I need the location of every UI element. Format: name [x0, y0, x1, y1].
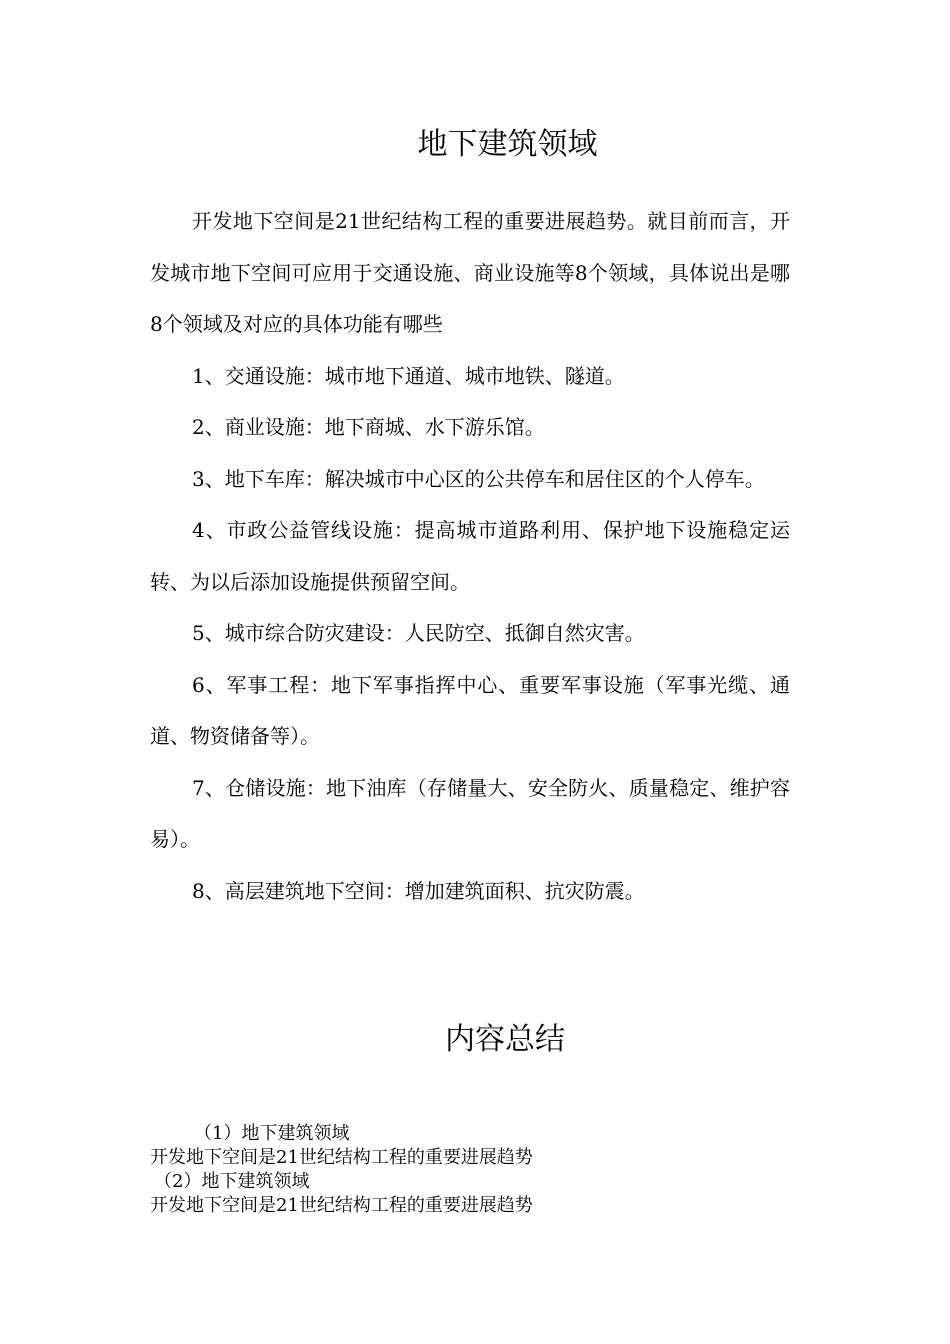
list-item-highrise: 8、高层建筑地下空间：增加建筑面积、抗灾防震。: [192, 878, 645, 903]
summary-line: （1）地下建筑领域: [194, 1123, 350, 1144]
intro-paragraph: 开发地下空间是21世纪结构工程的重要进展趋势。就目前而言，开发城市地下空间可应用于交通设施、商业设施等8个领域，具体说出是哪8个领域及对应的具体功能有哪些: [150, 209, 790, 336]
summary-line: 开发地下空间是21世纪结构工程的重要进展趋势: [150, 1147, 533, 1168]
list-item-disaster-prevention: 5、城市综合防灾建设：人民防空、抵御自然灾害。: [192, 621, 645, 645]
page-title: 地下建筑领域: [417, 127, 598, 162]
list-item-commerce: 2、商业设施：地下商城、水下游乐馆。: [192, 415, 545, 439]
document-body: [150, 196, 790, 917]
list-item-military: 6、军事工程：地下军事指挥中心、重要军事设施（军事光缆、通道、物资储备等）。: [150, 672, 790, 748]
summary-line: 开发地下空间是21世纪结构工程的重要进展趋势: [150, 1195, 533, 1216]
list-item-pipelines: 4、市政公益管线设施：提高城市道路利用、保护地下设施稳定运转、为以后添加设施提供预留空间。: [150, 518, 790, 594]
list-item-storage: 7、仓储设施：地下油库（存储量大、安全防火、质量稳定、维护容易）。: [150, 775, 790, 851]
summary-block: [150, 1122, 790, 1218]
list-item-transport: 1、交通设施：城市地下通道、城市地铁、隧道。: [192, 363, 625, 388]
summary-title: 内容总结: [445, 1022, 565, 1057]
list-item-parking: 3、地下车库：解决城市中心区的公共停车和居住区的个人停车。: [192, 466, 765, 491]
summary-line: （2）地下建筑领域: [154, 1171, 310, 1192]
